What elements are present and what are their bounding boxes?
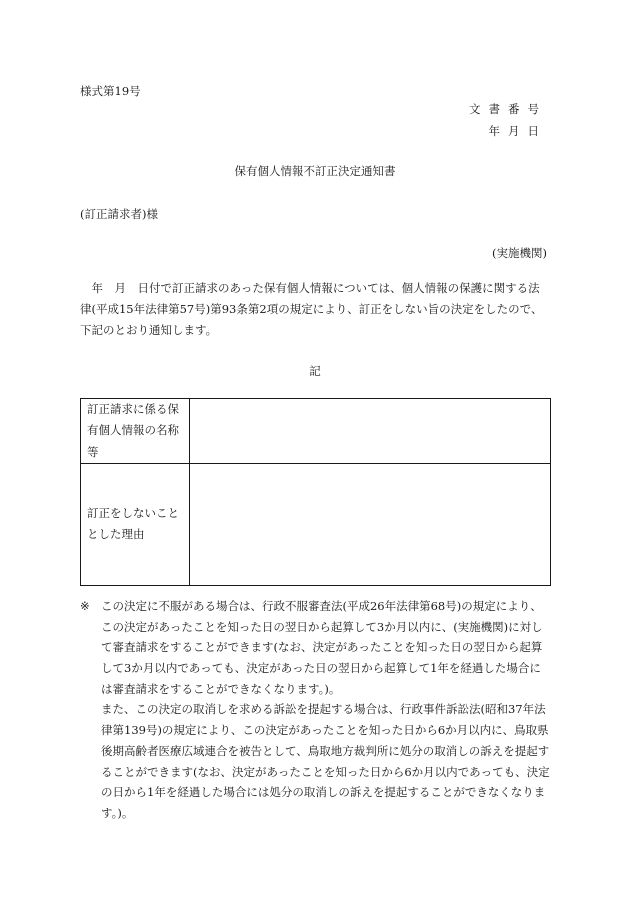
- details-table: [80, 398, 551, 586]
- document-date-label: 年月日: [488, 124, 547, 138]
- addressee: (訂正請求者)様: [80, 207, 158, 221]
- table-row: [81, 399, 551, 464]
- table-row: [81, 463, 551, 585]
- note-paragraph-review-request: この決定に不服がある場合は、行政不服審査法(平成26年法律第68号)の規定により、この決定があったことを知った日の翌日から起算して3か月以内に、(実施機関)に対して審査請求をすることができます(なお、決定があったことを知った日の翌日から起算して3か月以内であっても、決定があった日の翌日から起算して1年を経過した場合には審査請求をすることができなくなります。)。: [101, 599, 543, 696]
- row-value-information-name: [190, 399, 551, 464]
- form-number: 様式第19号: [80, 84, 141, 98]
- note-mark: ※: [80, 599, 90, 613]
- appeal-note: [80, 596, 550, 824]
- row-label-information-name: 訂正請求に係る保有個人情報の名称等: [81, 399, 190, 464]
- row-value-reason: [190, 463, 551, 585]
- document-number-label: 文書番号: [469, 102, 547, 116]
- notice-body-text: 年 月 日付で訂正請求のあった保有個人情報については、個人情報の保護に関する法律(平成15年法律第57号)第93条第2項の規定により、訂正をしない旨の決定をしたので、下記のとおり通知します。: [80, 281, 543, 337]
- issuing-agency: (実施機関): [492, 246, 547, 260]
- ki-heading: 記: [309, 364, 321, 378]
- note-paragraph-lawsuit: また、この決定の取消しを求める訴訟を提起する場合は、行政事件訴訟法(昭和37年法律第139号)の規定により、この決定があったことを知った日から6か月以内に、鳥取県後期高齢者医療広域連合を被告として、鳥取地方裁判所に処分の取消しの訴えを提起することができます(なお、決定があったことを知った日から6か月以内であっても、決定の日から1年を経過した場合には処分の取消しの訴えを提起することができなくなります。)。: [101, 702, 550, 820]
- row-label-reason: 訂正をしないこととした理由: [81, 463, 190, 585]
- document-title: 保有個人情報不訂正決定通知書: [234, 164, 396, 178]
- note-body: [101, 596, 550, 824]
